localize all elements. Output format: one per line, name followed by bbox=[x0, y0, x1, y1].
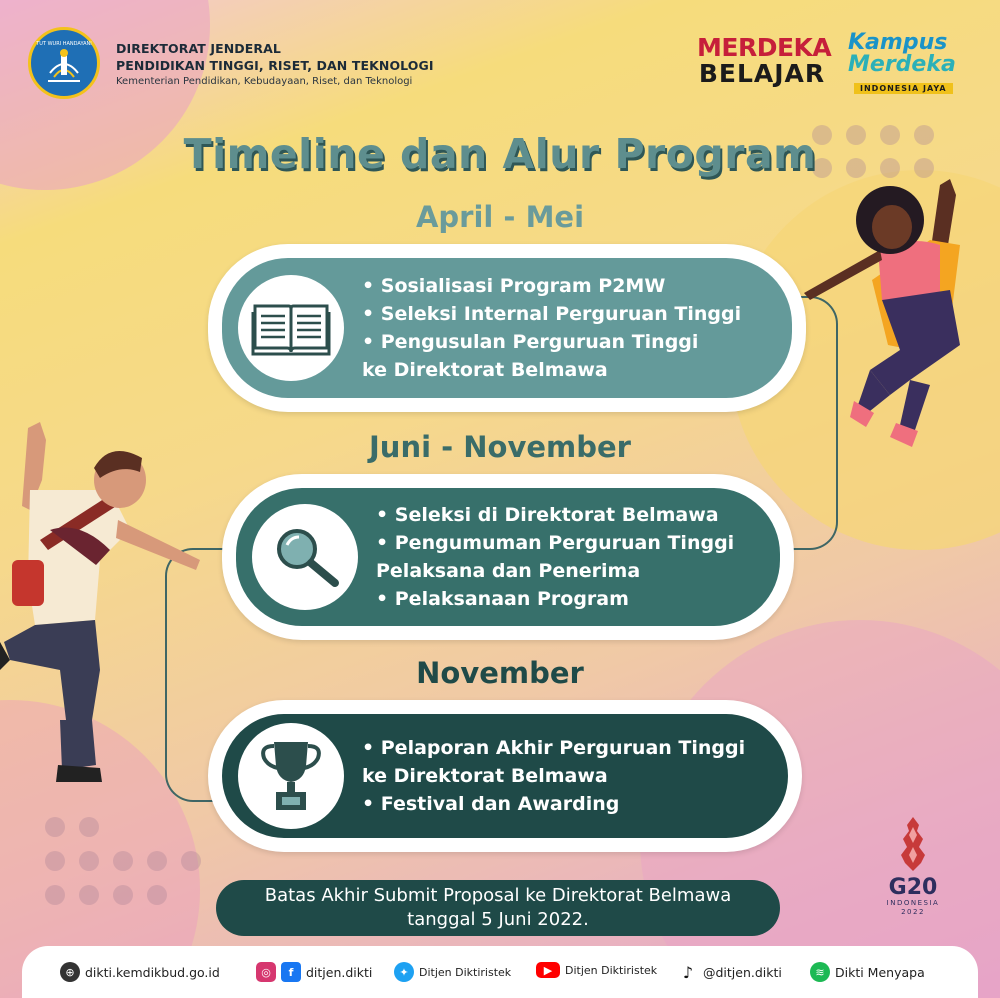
spotify-icon: ≋ bbox=[810, 962, 830, 982]
deadline-line-1: Batas Akhir Submit Proposal ke Direktorat Belmawa bbox=[264, 885, 732, 906]
footer-tiktok-text: @ditjen.dikti bbox=[703, 964, 782, 980]
stage-1-items bbox=[362, 258, 741, 398]
magnifier-icon bbox=[252, 504, 358, 610]
page-title: Timeline dan Alur Program bbox=[183, 130, 817, 178]
stage-2-items bbox=[376, 488, 734, 626]
youtube-icon: ▶ bbox=[536, 962, 560, 978]
stage-3-item-1: • Pelaporan Akhir Perguruan Tinggi bbox=[362, 737, 746, 759]
g20-mark: G20 bbox=[888, 875, 938, 900]
stage-2-period: Juni - November bbox=[369, 430, 631, 464]
trophy-icon bbox=[238, 723, 344, 829]
footer-twitter[interactable] bbox=[394, 962, 511, 982]
stage-2-card bbox=[222, 474, 794, 640]
deadline-line-2: tanggal 5 Juni 2022. bbox=[407, 909, 589, 930]
footer-website[interactable] bbox=[60, 962, 220, 982]
twitter-icon: ✦ bbox=[394, 962, 414, 982]
merdeka-line-1: MERDEKA bbox=[697, 33, 832, 62]
footer-twitter-text: Ditjen Diktiristek bbox=[419, 965, 512, 979]
footer-spotify[interactable] bbox=[810, 962, 925, 982]
g20-line-2: 2022 bbox=[901, 908, 925, 916]
logo-motto: TUT WURI HANDAYANI bbox=[36, 41, 92, 47]
g20-emblem bbox=[893, 815, 933, 873]
footer-youtube[interactable] bbox=[536, 962, 657, 978]
org-line-2: PENDIDIKAN TINGGI, RISET, DAN TEKNOLOGI bbox=[116, 58, 434, 73]
stage-1-period: April - Mei bbox=[415, 200, 585, 234]
stage-1-item-1: • Sosialisasi Program P2MW bbox=[362, 275, 666, 297]
g20-line-1: INDONESIA bbox=[886, 899, 940, 907]
stage-1-item-3: • Pengusulan Perguruan Tinggi bbox=[362, 331, 699, 353]
kampus-line-1: Kampus bbox=[848, 30, 948, 55]
merdeka-belajar-logo bbox=[697, 33, 832, 88]
org-line-1: DIREKTORAT JENDERAL bbox=[116, 41, 281, 56]
footer-instagram-facebook[interactable] bbox=[256, 962, 372, 982]
footer-website-text: dikti.kemdikbud.go.id bbox=[85, 964, 220, 980]
girl-illustration bbox=[790, 165, 990, 465]
globe-icon: ⊕ bbox=[60, 962, 80, 982]
open-book-icon bbox=[238, 275, 344, 381]
tut-wuri-handayani-logo bbox=[28, 27, 100, 99]
kampus-line-2: Merdeka bbox=[848, 52, 956, 77]
footer-youtube-text: Ditjen Diktiristek bbox=[565, 963, 658, 977]
stage-3-card bbox=[208, 700, 802, 852]
facebook-icon: f bbox=[281, 962, 301, 982]
stage-3-period: November bbox=[416, 656, 584, 690]
stage-1-item-3-cont: ke Direktorat Belmawa bbox=[362, 359, 608, 381]
instagram-icon: ◎ bbox=[256, 962, 276, 982]
tiktok-icon: ♪ bbox=[682, 962, 694, 982]
stage-3-item-2: • Festival dan Awarding bbox=[362, 793, 620, 815]
stage-1-card bbox=[208, 244, 806, 412]
footer bbox=[22, 946, 978, 998]
stage-3-items bbox=[362, 714, 745, 838]
stage-3-item-1-cont: ke Direktorat Belmawa bbox=[362, 765, 608, 787]
boy-illustration bbox=[0, 420, 210, 800]
footer-tiktok[interactable] bbox=[678, 962, 782, 982]
organization-name bbox=[116, 40, 434, 89]
kampus-merdeka-logo bbox=[848, 32, 968, 95]
footer-spotify-text: Dikti Menyapa bbox=[835, 964, 925, 980]
kampus-tagline: INDONESIA JAYA bbox=[854, 83, 953, 94]
g20-logo bbox=[873, 815, 953, 917]
stage-2-item-2: • Pengumuman Perguruan Tinggi bbox=[376, 532, 735, 554]
footer-instagram-text: ditjen.dikti bbox=[306, 964, 373, 980]
stage-2-item-2-cont: Pelaksana dan Penerima bbox=[376, 560, 641, 582]
stage-1-item-2: • Seleksi Internal Perguruan Tinggi bbox=[362, 303, 742, 325]
stage-2-item-3: • Pelaksanaan Program bbox=[376, 588, 629, 610]
stage-2-item-1: • Seleksi di Direktorat Belmawa bbox=[376, 504, 719, 526]
org-line-3: Kementerian Pendidikan, Kebudayaan, Riset, dan Teknologi bbox=[116, 76, 413, 87]
merdeka-line-2: BELAJAR bbox=[698, 59, 826, 88]
deadline-banner bbox=[216, 880, 780, 936]
